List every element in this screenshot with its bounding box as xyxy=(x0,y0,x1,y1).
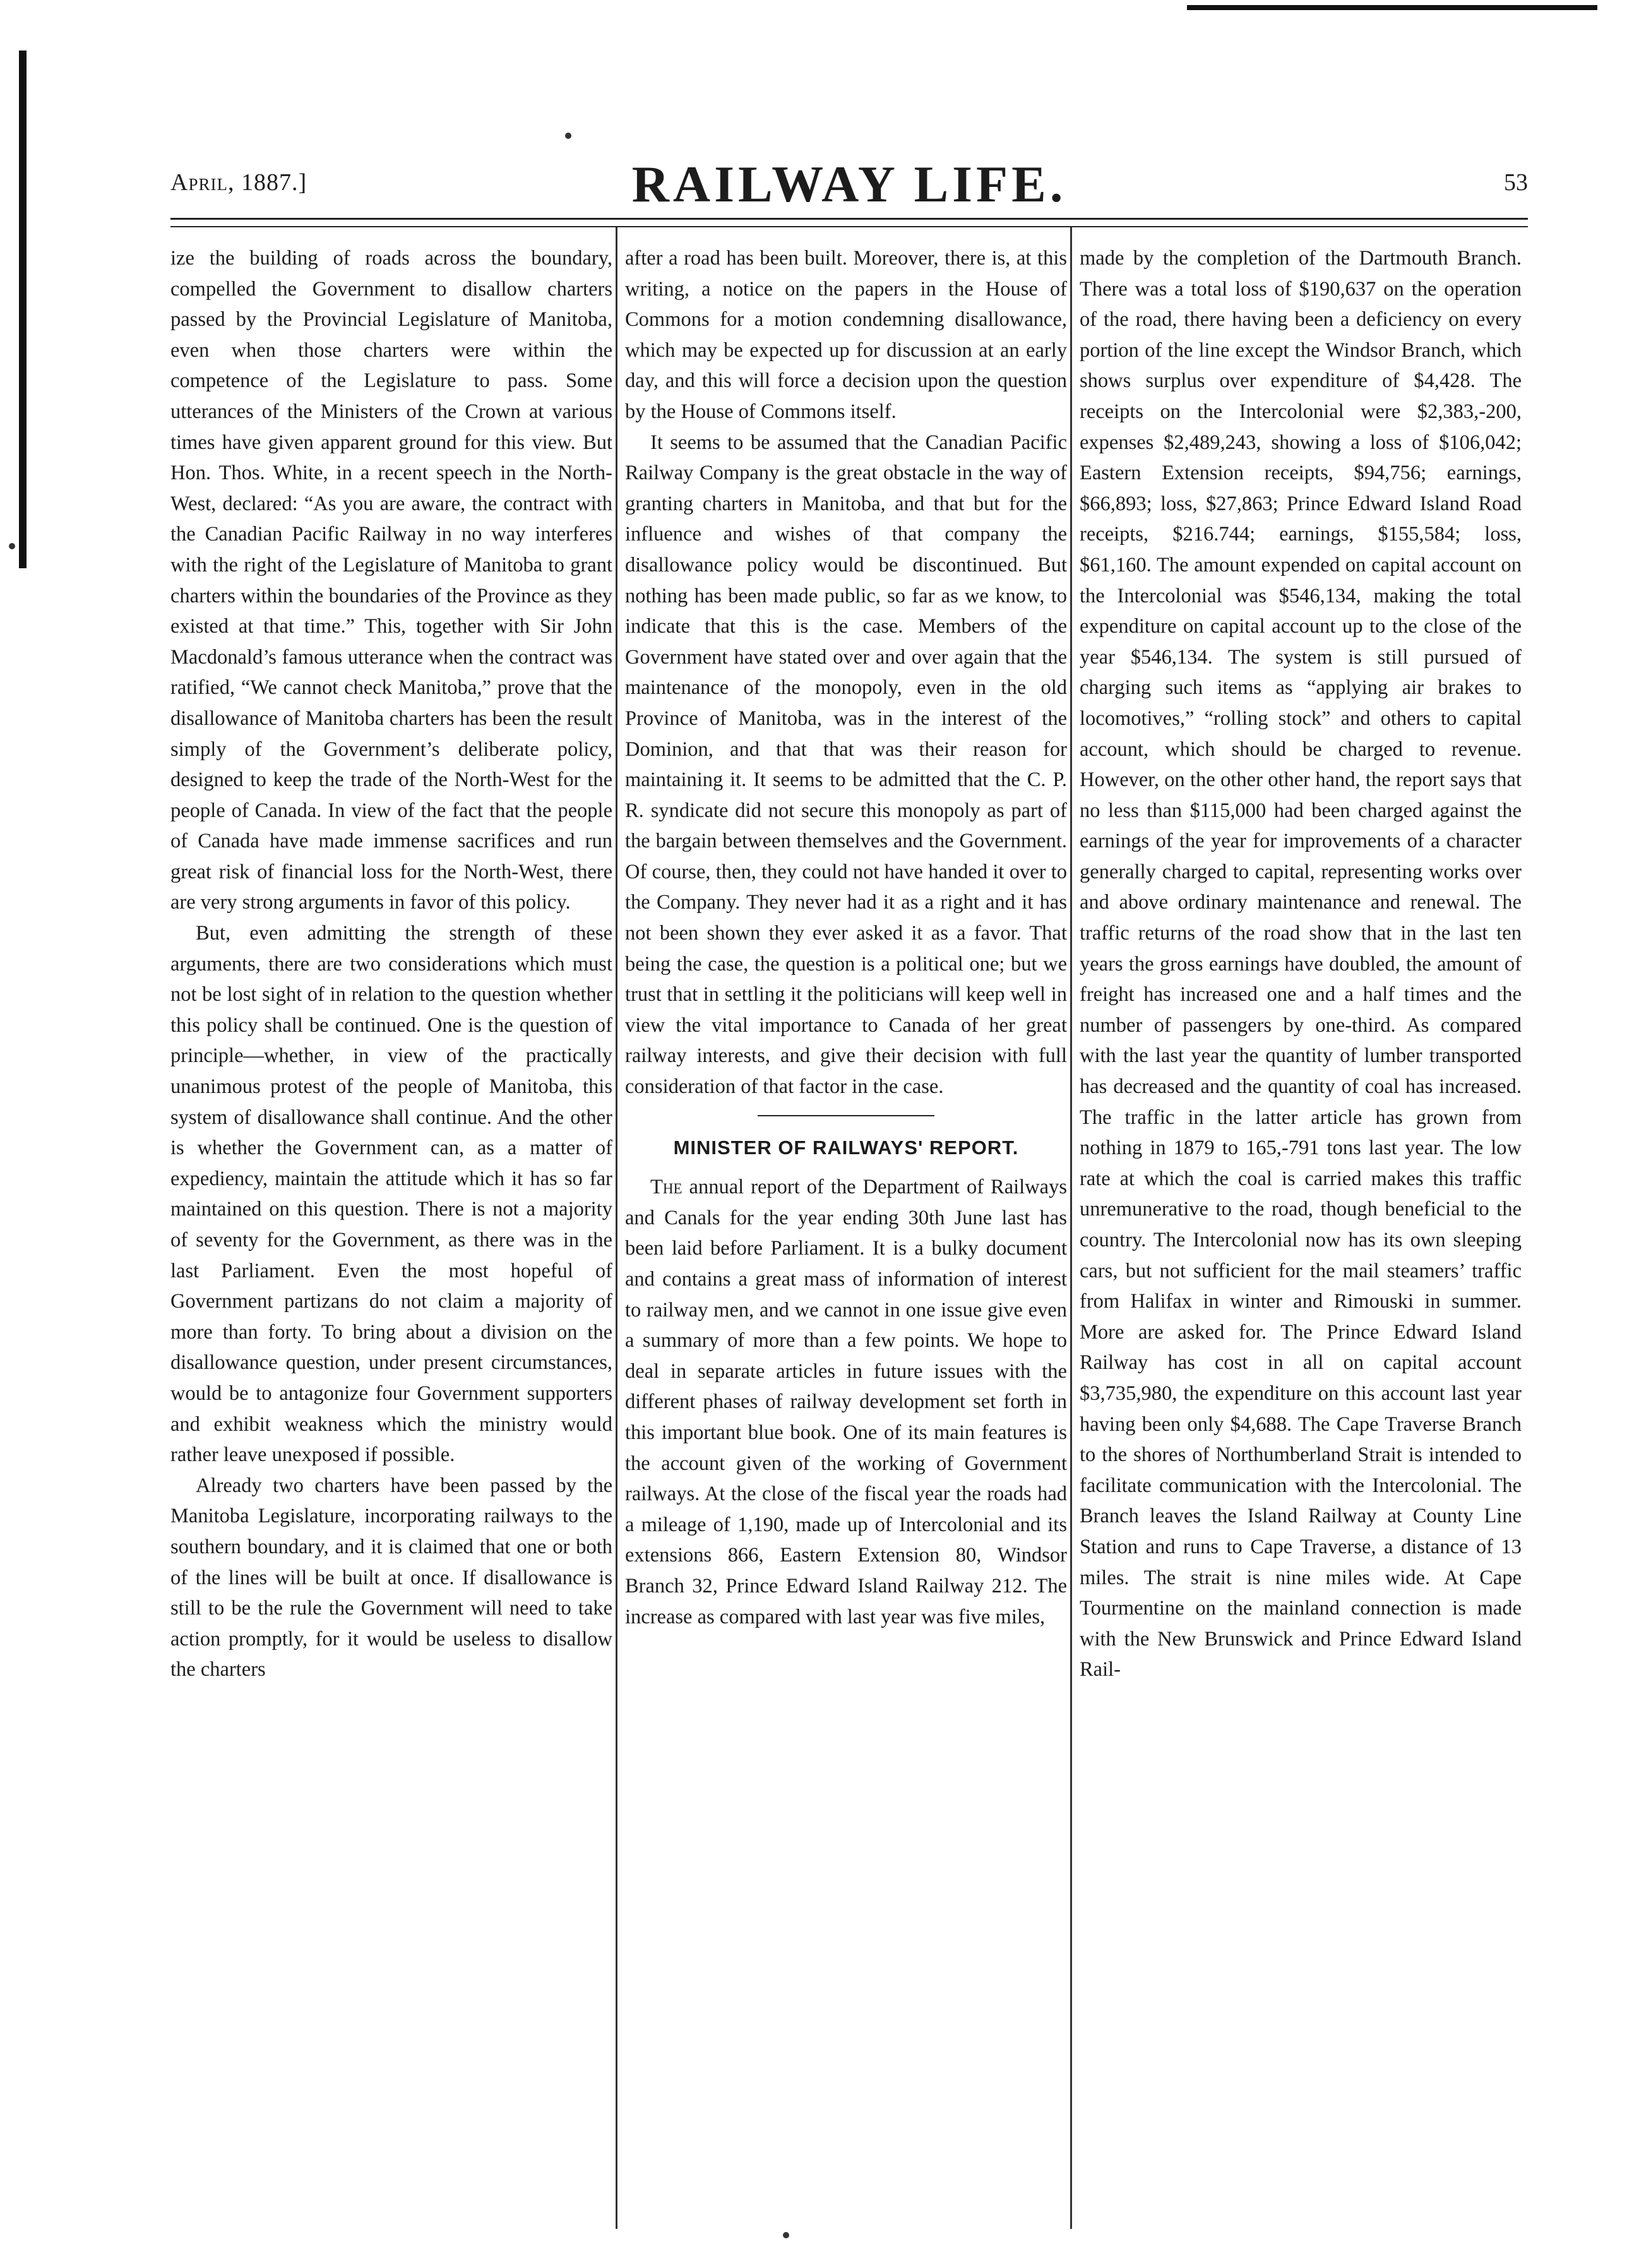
paragraph: after a road has been built. Moreover, there is, at this writing, a notice on the papers in the House of Commons for a motion condemning disallowance, which may be expected up for discussion at an early day, and this will force a decision upon the question by the House of Commons itself. xyxy=(625,247,1067,423)
masthead-title: RAILWAY LIFE. xyxy=(631,155,1067,213)
paragraph: It seems to be assumed that the Canadian Pacific Railway Company is the great obstacle in the way of granting charters in Manitoba, and that but for the influence and wishes of that company the disallowance policy would be discontinued. But nothing has been made public, so far as we know, to indicate that this is the case. Members of the Government have stated over and over again that the maintenance of the monopoly, even in the old Province of Manitoba, was in the interest of the Dominion, and that that was their reason for maintaining it. It seems to be admitted that the C. P. R. syndicate did not secure this monopoly as part of the bargain between themselves and the Government. Of course, then, they could not have handed it over to the Company. They never had it as a right and it has not been shown they ever asked it as a favor. That being the case, the question is a political one; but we trust that in settling it the politicians will keep well in view the vital importance to Canada of her great railway interests, and give their decision with full consideration of that factor in the case. xyxy=(625,431,1067,1099)
paragraph xyxy=(625,1172,1067,1632)
section-separator xyxy=(758,1115,934,1116)
page-header xyxy=(170,155,1528,212)
paragraph: Already two charters have been passed by the Manitoba Legislature, incorporating railways to the southern boundary, and it is claimed that one or both of the lines will be built at once. If disallowance is still to be the rule the Government will need to take action promptly, for it would be useless to disallow the charters xyxy=(170,1474,612,1681)
scan-speck xyxy=(9,543,15,549)
report-text: annual report of the Department of Railways and Canals for the year ending 30th June last has been laid before Parliament. It is a bulky document and contains a great mass of information of interest to railway men, and we cannot in one issue give even a summary of more than a few points. We hope to deal in separate articles in future issues with the different phases of railway development set forth in this important blue book. One of its main features is the account given of the working of Government railways. At the close of the fiscal year the roads had a mileage of 1,190, made up of Intercolonial and its extensions 866, Eastern Extension 80, Windsor Branch 32, Prince Edward Island Railway 212. The increase as compared with last year was five miles, xyxy=(625,1176,1067,1628)
page-number: 53 xyxy=(1504,169,1528,196)
article-column-3 xyxy=(1080,243,1522,1685)
issue-date: April, 1887.] xyxy=(170,169,307,196)
paragraph: made by the completion of the Dartmouth Branch. There was a total loss of $190,637 on the operation of the road, there having been a deficiency on every portion of the line except the Windsor Branch, which shows surplus over expenditure of $4,428. The receipts on the Intercolonial were $2,383,-200, expenses $2,489,243, showing a loss of $106,042; Eastern Extension receipts, $94,756; earnings, $66,893; loss, $27,863; Prince Edward Island Road receipts, $216.744; earnings, $155,584; loss, $61,160. The amount expended on capital account on the Intercolonial was $546,134, making the total expenditure on capital account up to the close of the year $546,134. The system is still pursued of charging such items as “applying air brakes to locomotives,” “rolling stock” and others to capital account, which should be charged to revenue. However, on the other other hand, the report says that no less than $115,000 had been charged against the earnings of the year for improvements of a character generally charged to capital, representing works over and above ordinary maintenance and renewal. The traffic returns of the road show that in the last ten years the gross earnings have doubled, the amount of freight has increased one and a half times and the number of passengers by one-third. As compared with the last year the quantity of lumber transported has decreased and the quantity of coal has increased. The traffic in the latter article has grown from nothing in 1879 to 165,-791 tons last year. The low rate at which the coal is carried makes this traffic unremunerative to the road, though beneficial to the country. The Intercolonial now has its own sleeping cars, but not sufficient for the mail steamers’ traffic from Halifax in winter and Rimouski in summer. More are asked for. The Prince Edward Island Railway has cost in all on capital account $3,735,980, the expenditure on this account last year having been only $4,688. The Cape Traverse Branch to the shores of Northumberland Strait is intended to facilitate communication with the Intercolonial. The Branch leaves the Island Railway at County Line Station and runs to Cape Traverse, a distance of 13 miles. The strait is nine miles wide. At Cape Tourmentine on the mainland connection is made with the New Brunswick and Prince Edward Island Rail- xyxy=(1080,247,1522,1681)
scan-speck xyxy=(565,133,571,139)
paragraph: But, even admitting the strength of these arguments, there are two considerations which must not be lost sight of in relation to the question whether this policy shall be continued. One is the question of principle—whether, in view of the practically unanimous protest of the people of Manitoba, this system of disallowance shall continue. And the other is whether the Government can, as a matter of expediency, maintain the attitude which it has so far maintained on this question. There is not a majority of seventy for the Government, as there was in the last Parliament. Even the most hopeful of Government partizans do not claim a majority of more than forty. To bring about a division on the disallowance question, under present circumstances, would be to antagonize four Government supporters and exhibit weakness which the ministry would rather leave unexposed if possible. xyxy=(170,922,612,1467)
left-border-rule xyxy=(19,51,27,568)
article-column-1 xyxy=(170,243,612,1685)
report-lead-word: The xyxy=(650,1176,682,1199)
top-border-rule xyxy=(1187,5,1597,10)
section-heading: MINISTER OF RAILWAYS' REPORT. xyxy=(673,1136,1019,1159)
scan-speck xyxy=(783,2232,789,2238)
column-divider xyxy=(1070,227,1072,2229)
header-rule xyxy=(170,218,1528,227)
paragraph: ize the building of roads across the boundary, compelled the Government to disallow charters passed by the Provincial Legislature of Manitoba, even when those charters were within the competence of the Legislature to pass. Some utterances of the Ministers of the Crown at various times have given apparent ground for this view. But Hon. Thos. White, in a recent speech in the North-West, declared: “As you are aware, the contract with the Canadian Pacific Railway in no way interferes with the right of the Legislature of Manitoba to grant charters within the boundaries of the Province as they existed at that time.” This, together with Sir John Macdonald’s famous utterance when the contract was ratified, “We cannot check Manitoba,” prove that the disallowance of Manitoba charters has been the result simply of the Government’s deliberate policy, designed to keep the trade of the North-West for the people of Canada. In view of the fact that the people of Canada have made immense sacrifices and run great risk of financial loss for the North-West, there are very strong arguments in favor of this policy. xyxy=(170,247,612,914)
article-column-2 xyxy=(625,243,1067,1632)
column-divider xyxy=(616,227,617,2229)
